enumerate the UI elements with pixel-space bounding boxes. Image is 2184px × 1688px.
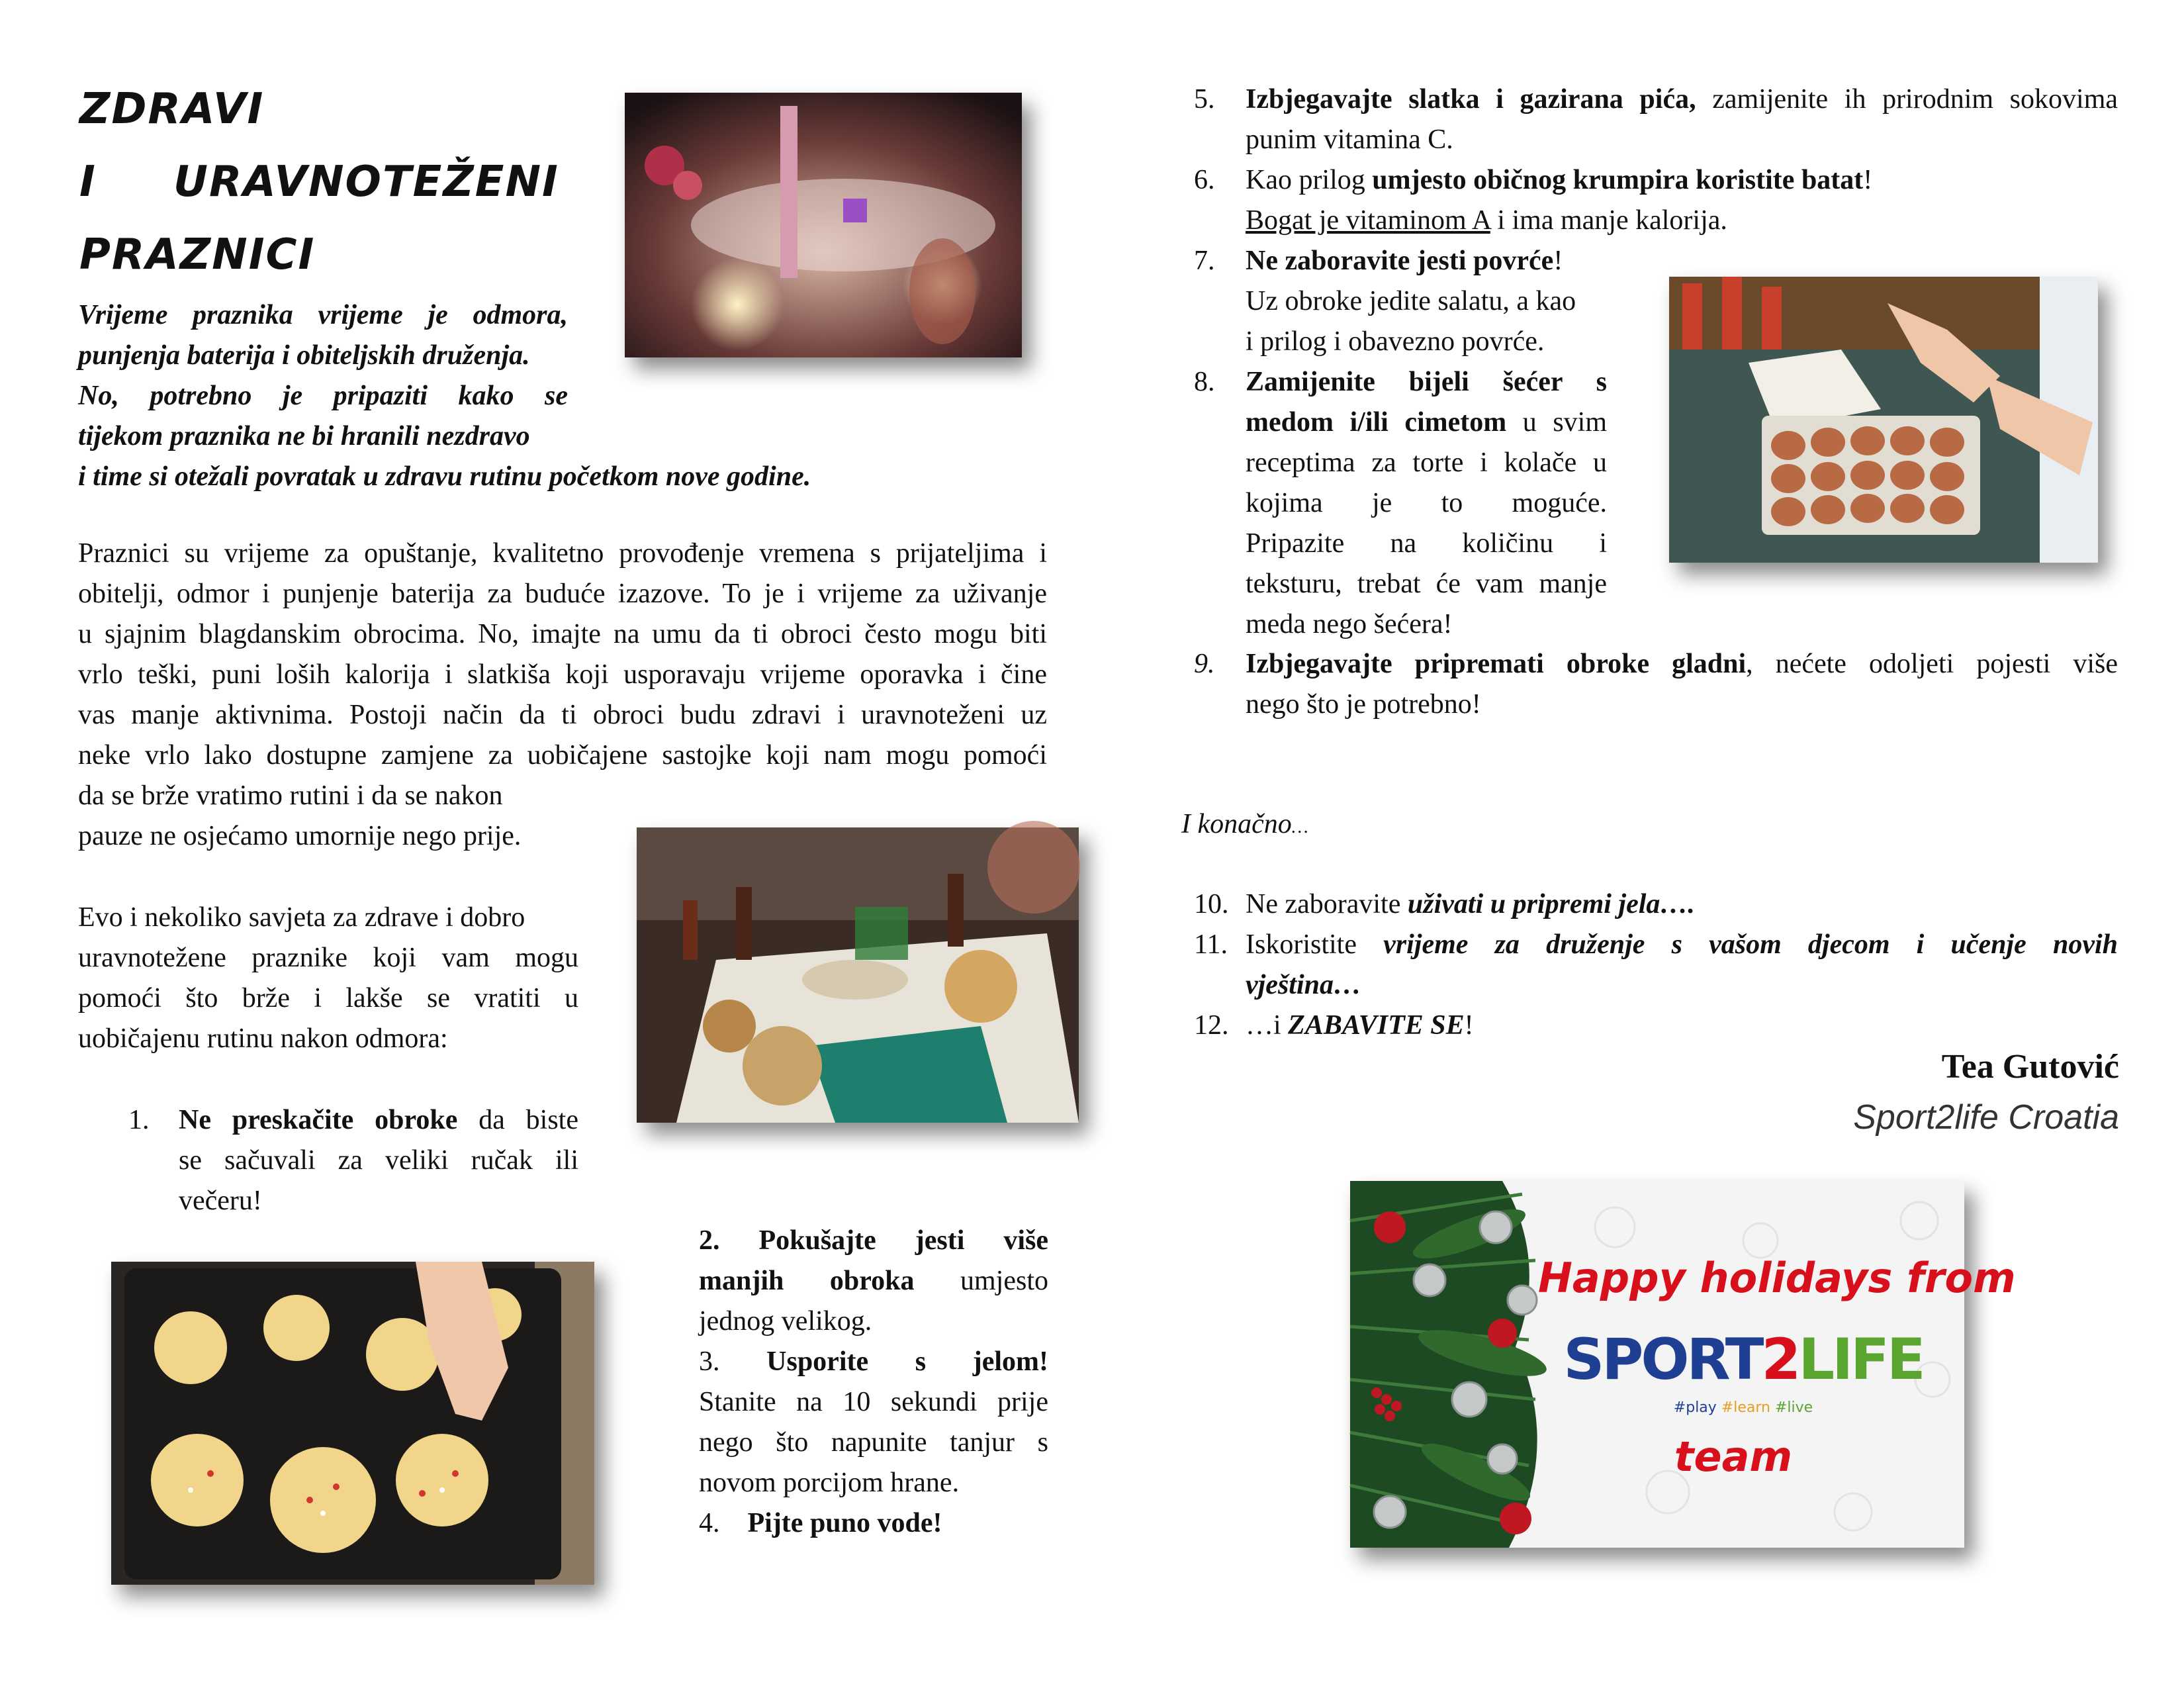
- tip-2: [699, 1221, 1048, 1342]
- paragraph-line: neke vrlo lako dostupne zamjene za uobičajene sastojke koji nam mogu pomoći: [78, 740, 1047, 771]
- paragraph-line: u sjajnim blagdanskim obrocima. No, imajte na umu da ti obroci često mogu biti: [78, 619, 1047, 649]
- sport2life-logo: [1538, 1327, 1948, 1393]
- party-dinner-photo: [637, 827, 1079, 1123]
- tip-bold: Pokušajte jesti više: [758, 1225, 1048, 1256]
- tip-text: umjesto: [960, 1266, 1048, 1296]
- paragraph-line: Praznici su vrijeme za opuštanje, kvalitetno provođenje vremena s prijateljima i: [78, 538, 1047, 569]
- paragraph-line: Evo i nekoliko savjeta za zdrave i dobro: [78, 902, 525, 933]
- tip-11: [1194, 925, 2118, 1006]
- tip-text: Kao prilog: [1246, 165, 1373, 195]
- tip-text: Uz obroke jedite salatu, a kao: [1246, 286, 1576, 316]
- tip-4: [699, 1503, 1048, 1544]
- tip-bold: umjesto običnog krumpira koristite batat: [1372, 165, 1864, 195]
- gingerbread-cookies-photo: [111, 1262, 594, 1585]
- tip-text: da biste: [457, 1105, 578, 1135]
- paragraph-line: vas manje aktivnima. Postoji način da ti obroci budu zdravi i uravnoteženi uz: [78, 700, 1047, 730]
- tip-text: kojima je to moguće.: [1246, 488, 1607, 518]
- tip-number: 5.: [1194, 84, 1215, 115]
- finally-dots: …: [1291, 817, 1308, 837]
- intro-line: No, potrebno je pripaziti kako se: [78, 381, 568, 411]
- candle-table-photo: [625, 93, 1022, 357]
- title-line-2b: URAVNOTEŽENI: [173, 158, 559, 207]
- tip-text: zamijenite ih prirodnim sokovima: [1696, 84, 2118, 115]
- finally-text: I konačno: [1181, 809, 1292, 839]
- tip-text: !: [1863, 165, 1873, 195]
- tip-number: 6.: [1194, 165, 1215, 195]
- tip-bold-italic: vrijeme za druženje s vašom djecom i učenje novih: [1383, 929, 2118, 960]
- tip-text: Pripazite na količinu i: [1246, 528, 1607, 559]
- author-organization: Sport2life Croatia: [1853, 1098, 2119, 1137]
- tip-number: 4.: [699, 1508, 720, 1538]
- tip-1: [128, 1100, 578, 1221]
- tip-underlined: Bogat je vitaminom A: [1246, 205, 1490, 236]
- tip-bold-italic: vještina…: [1246, 970, 1361, 1000]
- paragraph-line: uobičajenu rutinu nakon odmora:: [78, 1023, 448, 1054]
- paragraph-line: pomoći što brže i lakše se vratiti u: [78, 983, 578, 1013]
- tag-learn: #learn: [1721, 1399, 1770, 1416]
- title-line-2a: I: [79, 158, 97, 207]
- title-line-1: ZDRAVI: [79, 85, 265, 134]
- tip-text: teksturu, trebat će vam manje: [1246, 569, 1607, 599]
- paragraph-line: vrlo teški, puni loših kalorija i slatkiša koji usporavaju vrijeme oporavka i čine: [78, 659, 1047, 690]
- holiday-card: [1350, 1181, 2016, 1548]
- logo-tagline: [1538, 1399, 1948, 1416]
- tip-5: [1194, 79, 2118, 160]
- tip-bold: Pijte puno vode!: [747, 1508, 942, 1538]
- tip-bold: manjih obroka: [699, 1266, 915, 1296]
- tip-6: [1194, 160, 2118, 241]
- tip-number: 8.: [1194, 367, 1215, 397]
- logo-life: LIFE: [1798, 1327, 1923, 1393]
- intro-line: tijekom praznika ne bi hranili nezdravo: [78, 421, 530, 451]
- tip-text: Iskoristite: [1246, 929, 1384, 960]
- title-line-3: PRAZNICI: [79, 230, 316, 279]
- tip-text: meda nego šećera!: [1246, 609, 1453, 639]
- paragraph-line: pauze ne osjećamo umornije nego prije.: [78, 821, 522, 851]
- intro-line: punjenja baterija i obiteljskih druženja.: [78, 340, 530, 371]
- intro-text: [78, 295, 568, 457]
- tip-text: u svim: [1506, 407, 1608, 438]
- eggs-baking-photo: [1669, 277, 2098, 563]
- paragraph-1: [78, 534, 1047, 857]
- card-team: team: [1674, 1432, 1793, 1481]
- tip-text: se sačuvali za veliki ručak ili: [179, 1145, 578, 1176]
- tag-live: #live: [1774, 1399, 1813, 1416]
- tip-text: nego što je potrebno!: [1246, 689, 1481, 720]
- paragraph-2: [78, 898, 578, 1059]
- tip-text: večeru!: [179, 1186, 262, 1216]
- tip-3: [699, 1342, 1048, 1503]
- tip-bold: Zamijenite bijeli šećer s: [1246, 367, 1607, 397]
- tip-text: !: [1464, 1010, 1474, 1041]
- tip-number: 9.: [1194, 649, 1215, 679]
- card-headline: Happy holidays from: [1538, 1254, 2016, 1302]
- tip-number: 11.: [1194, 929, 1228, 960]
- tip-text: novom porcijom hrane.: [699, 1468, 960, 1498]
- tip-number: 7.: [1194, 246, 1215, 276]
- tip-text: jednog velikog.: [699, 1306, 872, 1336]
- paragraph-line: obitelji, odmor i punjenje baterija za buduće izazove. To je i vrijeme za uživanje: [78, 579, 1047, 609]
- tip-bold: Izbjegavajte pripremati obroke gladni: [1246, 649, 1747, 679]
- tip-text: Ne zaboravite: [1246, 889, 1408, 919]
- tip-text: …i: [1246, 1010, 1289, 1041]
- author-name: Tea Gutović: [1941, 1048, 2119, 1086]
- tip-text: , nećete odoljeti pojesti više: [1746, 649, 2118, 679]
- logo-sport: SPORT: [1563, 1327, 1762, 1393]
- tip-12: [1194, 1006, 2118, 1046]
- tip-9: [1194, 644, 2118, 725]
- paragraph-line: da se brže vratimo rutini i da se nakon: [78, 780, 503, 811]
- tip-8: [1194, 362, 1607, 645]
- tip-bold: Ne zaboravite jesti povrće: [1246, 246, 1554, 276]
- tip-7: [1194, 241, 1607, 362]
- tip-number: 2.: [699, 1225, 720, 1256]
- logo-two: 2: [1761, 1327, 1799, 1393]
- tip-text: i ima manje kalorija.: [1490, 205, 1727, 236]
- intro-last-line: i time si otežali povratak u zdravu rutinu početkom nove godine.: [78, 461, 811, 492]
- tip-10: [1194, 884, 2118, 925]
- tip-bold: Izbjegavajte slatka i gazirana pića,: [1246, 84, 1696, 115]
- tip-number: 12.: [1194, 1010, 1229, 1041]
- tip-text: !: [1553, 246, 1563, 276]
- tip-bold-italic: ZABAVITE SE: [1288, 1010, 1465, 1041]
- tip-text: receptima za torte i kolače u: [1246, 447, 1607, 478]
- tip-text: nego što napunite tanjur s: [699, 1427, 1048, 1458]
- intro-line: Vrijeme praznika vrijeme je odmora,: [78, 300, 568, 330]
- finally-heading: [1181, 804, 1308, 847]
- tip-number: 1.: [128, 1105, 150, 1135]
- tip-bold: Ne preskačite obroke: [179, 1105, 458, 1135]
- tip-number: 10.: [1194, 889, 1229, 919]
- tip-number: 3.: [699, 1346, 720, 1377]
- tip-bold-italic: uživati u pripremi jela….: [1407, 889, 1695, 919]
- tip-bold: Usporite s jelom!: [766, 1346, 1048, 1377]
- tip-text: i prilog i obavezno povrće.: [1246, 326, 1545, 357]
- tip-bold: medom i/ili cimetom: [1246, 407, 1507, 438]
- paragraph-line: uravnotežene praznike koji vam mogu: [78, 943, 578, 973]
- tip-text: Stanite na 10 sekundi prije: [699, 1387, 1048, 1417]
- tag-play: #play: [1673, 1399, 1717, 1416]
- tip-text: punim vitamina C.: [1246, 124, 1453, 155]
